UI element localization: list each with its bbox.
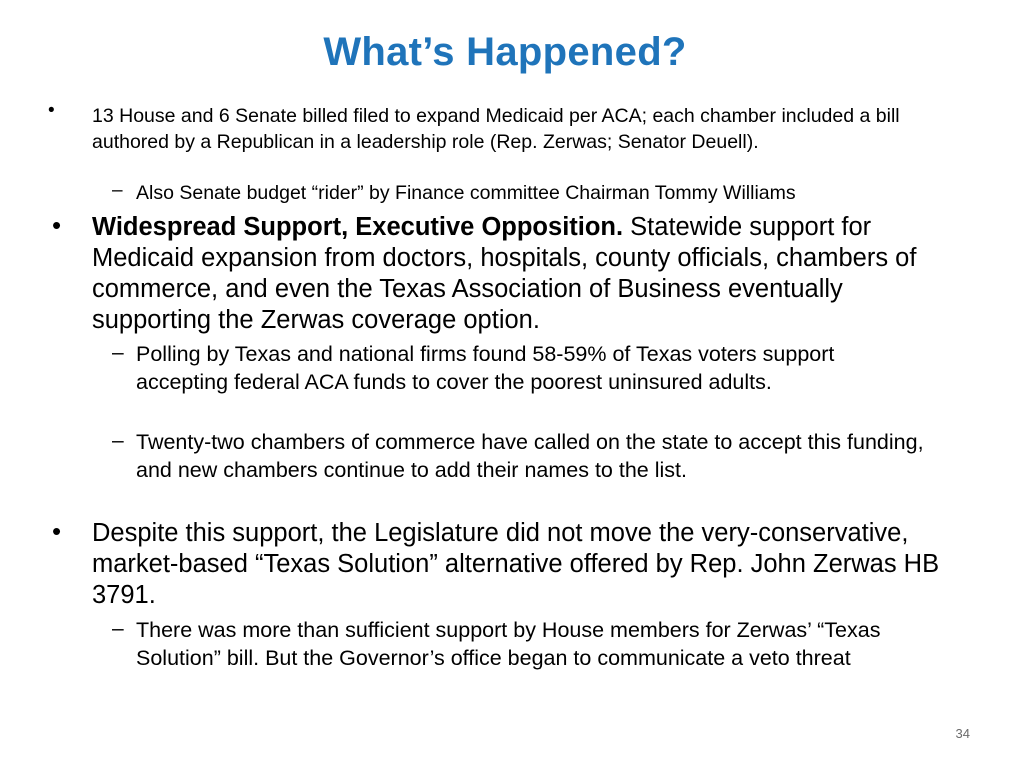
sub-bullet-marker: – bbox=[112, 341, 124, 364]
bullet-text-2 bbox=[92, 212, 942, 336]
bullet-marker: • bbox=[52, 516, 62, 546]
bullet-2-body: Statewide support for Medicaid expansion from doctors, hospitals, county officials, chambers of commerce, and even the Texas Association of Business eventually supporting the Zerwas coverage option. bbox=[92, 213, 917, 334]
slide-title: What’s Happened? bbox=[323, 30, 687, 74]
sub-bullet-1-1: Also Senate budget “rider” by Finance committee Chairman Tommy Williams bbox=[136, 182, 796, 204]
sub-bullet-marker: – bbox=[112, 180, 123, 201]
sub-bullet-2-1: Polling by Texas and national firms found 58-59% of Texas voters support accepting federal ACA funds to cover the poorest uninsured adults. bbox=[136, 342, 835, 394]
bullet-2-lead: Widespread Support, Executive Opposition. bbox=[92, 213, 624, 241]
bullet-marker: • bbox=[52, 210, 62, 240]
bullet-1-body: 13 House and 6 Senate billed filed to expand Medicaid per ACA; each chamber included a bill authored by a Republican in a leadership role (Rep. Zerwas; Senator Deuell). bbox=[92, 105, 900, 153]
bullet-text-1 bbox=[92, 103, 912, 155]
bullet-marker: • bbox=[48, 100, 55, 121]
sub-bullet-marker: – bbox=[112, 429, 124, 452]
sub-bullet-3-1: There was more than sufficient support by House members for Zerwas’ “Texas Solution” bill. But the Governor’s office began to communicate a veto threat bbox=[136, 618, 881, 670]
sub-bullet-2-2: Twenty-two chambers of commerce have called on the state to accept this funding, and new chambers continue to add their names to the list. bbox=[136, 430, 924, 482]
page-number: 34 bbox=[955, 726, 970, 741]
bullet-text-3: Despite this support, the Legislature did not move the very-conservative, market-based “Texas Solution” alternative offered by Rep. John Zerwas HB 3791. bbox=[92, 519, 940, 609]
sub-bullet-marker: – bbox=[112, 617, 124, 640]
